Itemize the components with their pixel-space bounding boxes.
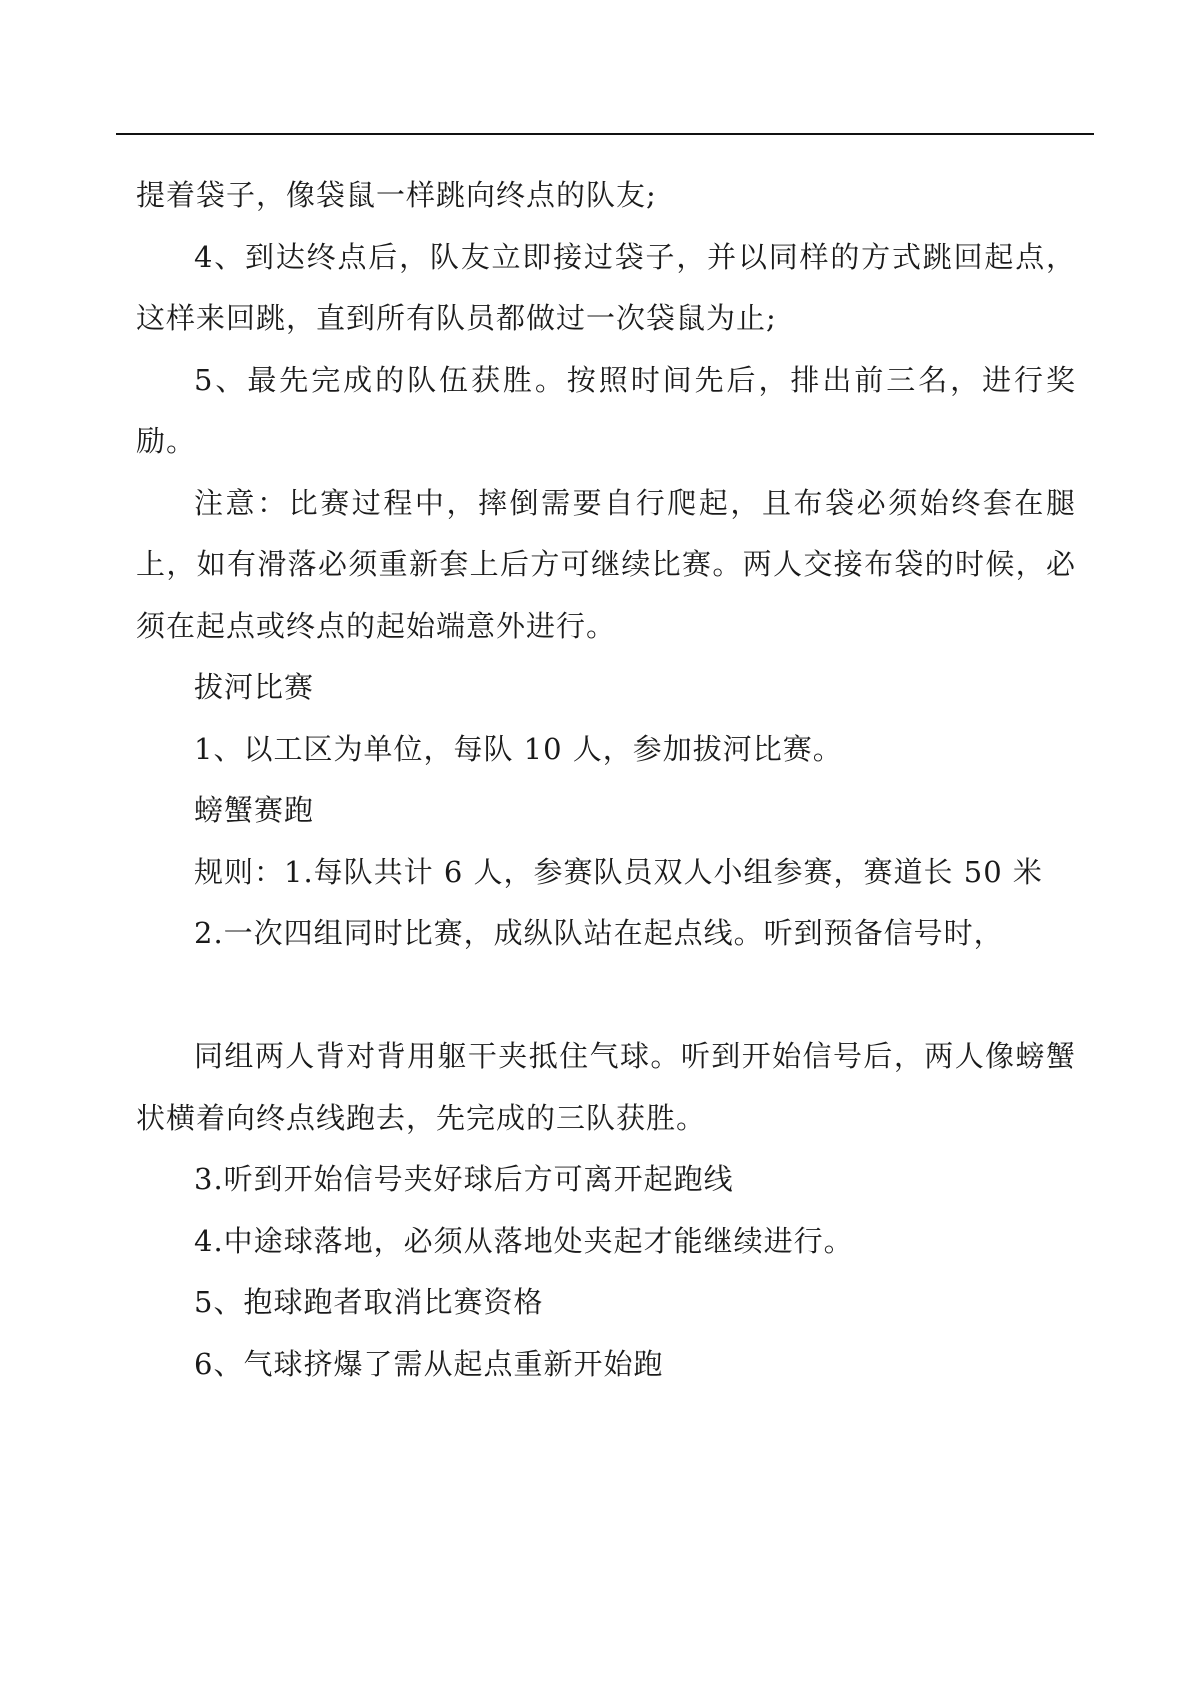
paragraph-continuation: 提着袋子，像袋鼠一样跳向终点的队友; xyxy=(136,178,657,212)
paragraph-tug-rule-1: 1、以工区为单位，每队 10 人，参加拔河比赛。 xyxy=(194,731,843,766)
paragraph-crab-rule-2: 2.一次四组同时比赛，成纵队站在起点线。听到预备信号时， xyxy=(194,916,1004,950)
paragraph-notice: 注意：比赛过程中，摔倒需要自行爬起，且布袋必须始终套在腿上，如有滑落必须重新套上后方可继续比赛。两人交接布袋的时候，必须在起点或终点的起始端意外进行。 xyxy=(136,485,1076,643)
paragraph-step-5: 5、最先完成的队伍获胜。按照时间先后，排出前三名，进行奖励。 xyxy=(136,362,1076,458)
heading-tug-of-war: 拔河比赛 xyxy=(194,670,315,704)
paragraph-crab-rule-5: 5、抱球跑者取消比赛资格 xyxy=(194,1285,544,1319)
paragraph-crab-rule-6: 6、气球挤爆了需从起点重新开始跑 xyxy=(194,1346,664,1381)
paragraph-step-4: 4、到达终点后，队友立即接过袋子，并以同样的方式跳回起点，这样来回跳，直到所有队员都做过一次袋鼠为止; xyxy=(136,239,1076,335)
paragraph-crab-rule-2-continued: 同组两人背对背用躯干夹抵住气球。听到开始信号后，两人像螃蟹状横着向终点线跑去，先完成的三队获胜。 xyxy=(136,1039,1076,1135)
paragraph-crab-rule-4: 4.中途球落地，必须从落地处夹起才能继续进行。 xyxy=(194,1223,854,1258)
heading-crab-race: 螃蟹赛跑 xyxy=(194,793,315,827)
blank-line xyxy=(136,965,1076,1027)
document-body xyxy=(136,165,1076,1395)
header-rule xyxy=(116,133,1094,135)
paragraph-crab-rule-3: 3.听到开始信号夹好球后方可离开起跑线 xyxy=(194,1162,734,1196)
paragraph-crab-rule-1: 规则：1.每队共计 6 人，参赛队员双人小组参赛，赛道长 50 米 xyxy=(194,854,1043,889)
